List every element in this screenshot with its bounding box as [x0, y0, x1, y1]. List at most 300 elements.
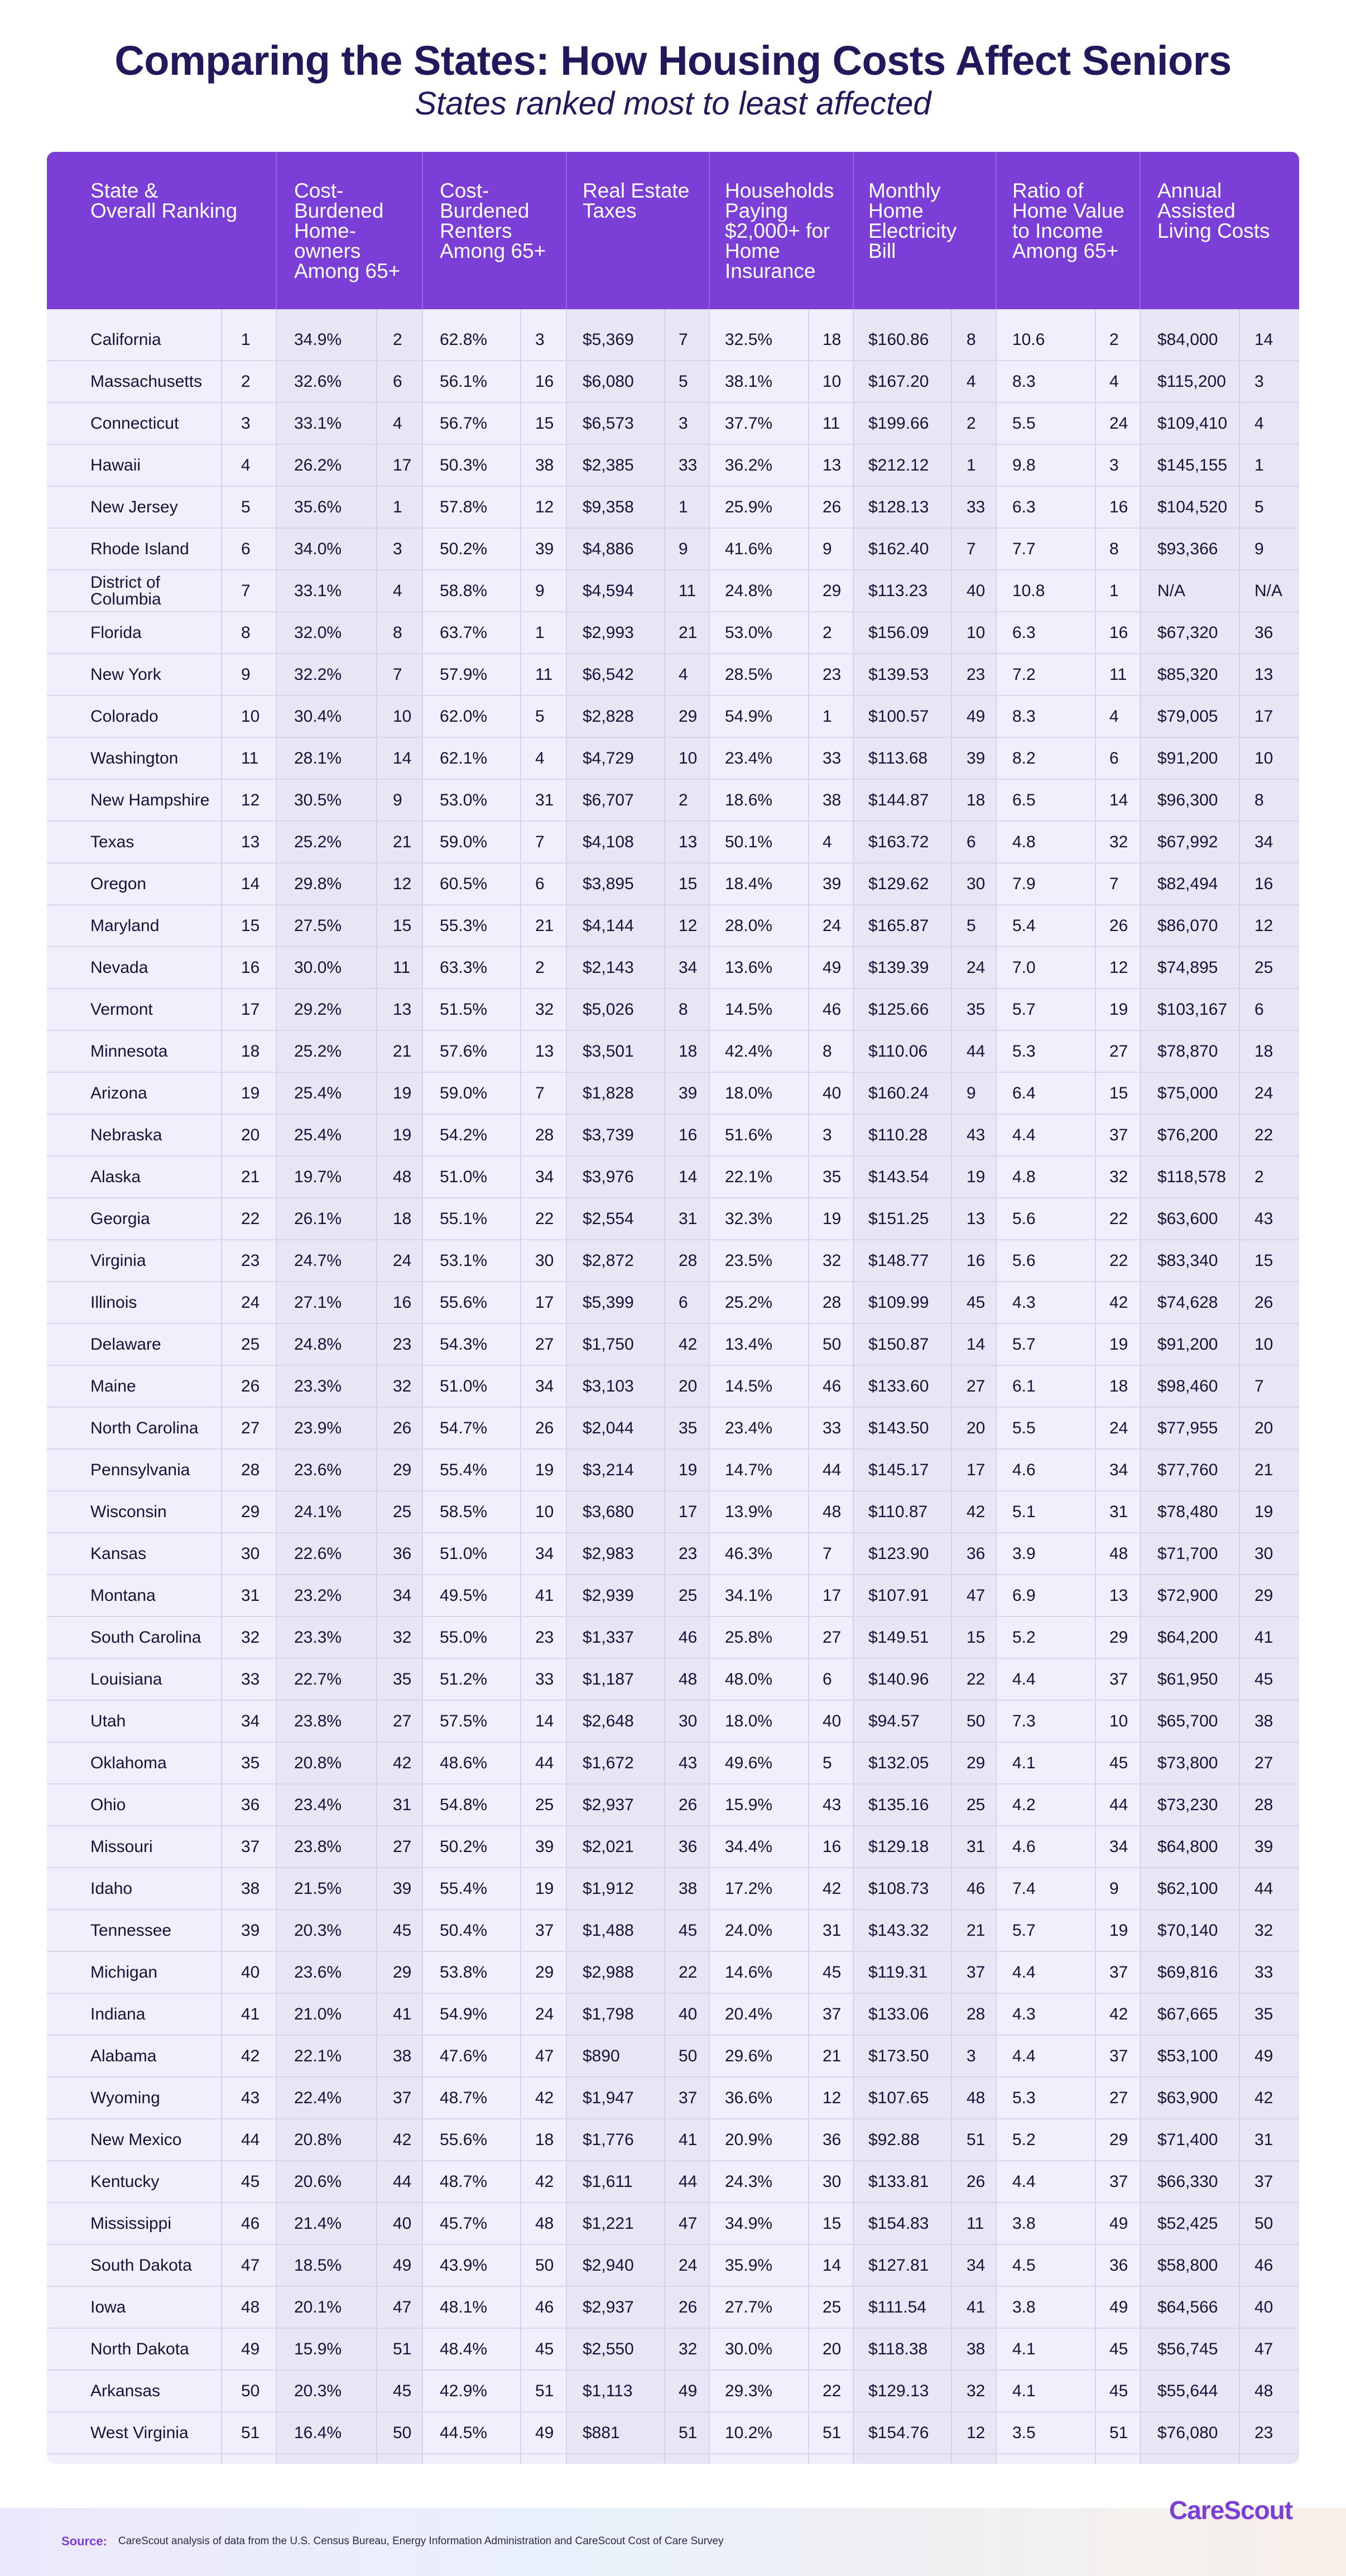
electricity-value: $110.28	[868, 1125, 928, 1144]
assisted-living-value: $96,300	[1157, 790, 1218, 809]
electricity-rank: 8	[967, 330, 976, 349]
insurance-rank: 11	[823, 414, 840, 433]
ratio-value: 4.2	[1012, 1795, 1036, 1814]
ratio-rank: 16	[1109, 497, 1128, 516]
electricity-rank: 10	[967, 623, 986, 642]
assisted-living-rank: 25	[1254, 958, 1273, 977]
taxes-rank: 10	[679, 749, 698, 767]
overall-rank: 51	[241, 2423, 260, 2442]
renters-rank: 14	[535, 1711, 554, 1730]
homeowners-rank: 32	[393, 1376, 412, 1395]
renters-rank: 7	[535, 1083, 545, 1102]
table-body	[47, 319, 1299, 2454]
header-state: State & Overall Ranking	[90, 179, 238, 222]
ratio-rank: 34	[1109, 1460, 1128, 1479]
ratio-value: 5.3	[1012, 1042, 1036, 1061]
assisted-living-value: $63,900	[1157, 2088, 1218, 2107]
state-name: Connecticut	[90, 414, 179, 433]
taxes-value: $6,080	[583, 372, 634, 391]
assisted-living-rank: 4	[1254, 414, 1264, 433]
assisted-living-rank: 2	[1254, 1167, 1264, 1186]
assisted-living-rank: 41	[1254, 1628, 1273, 1647]
ratio-value: 5.2	[1012, 2130, 1036, 2149]
insurance-rank: 27	[823, 1628, 842, 1647]
assisted-living-value: $103,167	[1157, 1000, 1228, 1019]
assisted-living-value: $55,644	[1157, 2381, 1218, 2400]
taxes-value: $3,103	[583, 1376, 634, 1395]
insurance-rank: 37	[823, 2004, 842, 2023]
table-row	[47, 1324, 1299, 1366]
homeowners-rank: 26	[393, 1418, 412, 1437]
electricity-rank: 47	[967, 1586, 986, 1605]
insurance-rank: 50	[823, 1335, 842, 1354]
insurance-value: 54.9%	[725, 707, 773, 726]
renters-rank: 34	[535, 1376, 554, 1395]
insurance-value: 13.9%	[725, 1502, 773, 1521]
electricity-rank: 1	[967, 455, 976, 474]
state-name: Maryland	[90, 916, 160, 935]
table-row	[47, 319, 1299, 361]
renters-rank: 38	[535, 455, 554, 474]
ratio-value: 6.9	[1012, 1586, 1036, 1605]
assisted-living-rank: 21	[1254, 1460, 1273, 1479]
ratio-rank: 45	[1109, 2339, 1128, 2358]
state-name: Arizona	[90, 1083, 147, 1102]
ratio-value: 7.4	[1012, 1879, 1036, 1898]
homeowners-rank: 27	[393, 1837, 412, 1856]
assisted-living-rank: 50	[1254, 2214, 1273, 2233]
table-row	[47, 1240, 1299, 1282]
electricity-rank: 43	[967, 1125, 986, 1144]
renters-value: 42.9%	[440, 2381, 488, 2400]
insurance-rank: 3	[823, 1125, 832, 1144]
assisted-living-value: $115,200	[1157, 372, 1226, 391]
insurance-rank: 42	[823, 1879, 842, 1898]
electricity-rank: 40	[967, 581, 986, 600]
overall-rank: 30	[241, 1544, 260, 1563]
insurance-value: 34.1%	[725, 1586, 773, 1605]
renters-value: 55.3%	[440, 916, 488, 935]
assisted-living-value: $72,900	[1157, 1586, 1218, 1605]
homeowners-value: 27.1%	[294, 1293, 342, 1312]
ratio-value: 3.5	[1012, 2423, 1036, 2442]
renters-rank: 39	[535, 539, 554, 558]
assisted-living-rank: 46	[1254, 2256, 1273, 2275]
taxes-rank: 24	[679, 2256, 698, 2275]
assisted-living-rank: 3	[1254, 372, 1264, 391]
state-name: Idaho	[90, 1879, 133, 1898]
overall-rank: 2	[241, 372, 251, 391]
electricity-value: $162.40	[868, 539, 929, 558]
taxes-value: $1,672	[583, 1753, 634, 1772]
overall-rank: 8	[241, 623, 251, 642]
ratio-value: 4.8	[1012, 832, 1036, 851]
insurance-value: 32.3%	[725, 1209, 773, 1228]
taxes-value: $2,385	[583, 455, 634, 474]
ratio-value: 5.5	[1012, 414, 1036, 433]
taxes-rank: 13	[679, 832, 698, 851]
insurance-rank: 24	[823, 916, 842, 935]
source-label: Source:	[61, 2534, 107, 2548]
insurance-value: 17.2%	[725, 1879, 773, 1898]
renters-value: 50.2%	[440, 539, 488, 558]
ratio-value: 5.4	[1012, 916, 1036, 935]
taxes-rank: 45	[679, 1921, 698, 1940]
ratio-rank: 16	[1109, 623, 1128, 642]
ratio-value: 5.7	[1012, 1000, 1036, 1019]
insurance-rank: 15	[823, 2214, 842, 2233]
homeowners-value: 20.1%	[294, 2297, 342, 2316]
table-row	[47, 2161, 1299, 2203]
assisted-living-rank: 16	[1254, 874, 1273, 893]
taxes-value: $2,554	[583, 1209, 634, 1228]
table-row	[47, 1826, 1299, 1868]
ratio-rank: 42	[1109, 2004, 1128, 2023]
overall-rank: 48	[241, 2297, 260, 2316]
electricity-rank: 29	[967, 1753, 986, 1772]
ratio-rank: 42	[1109, 1293, 1128, 1312]
taxes-rank: 18	[679, 1042, 698, 1061]
state-name: Tennessee	[90, 1921, 172, 1940]
state-name: Delaware	[90, 1335, 161, 1354]
homeowners-rank: 14	[393, 749, 412, 767]
electricity-rank: 14	[967, 1335, 986, 1354]
overall-rank: 41	[241, 2004, 260, 2023]
taxes-rank: 1	[679, 497, 688, 516]
ratio-value: 5.6	[1012, 1209, 1036, 1228]
overall-rank: 22	[241, 1209, 260, 1228]
homeowners-rank: 19	[393, 1125, 412, 1144]
renters-value: 48.4%	[440, 2339, 488, 2358]
homeowners-rank: 45	[393, 2381, 412, 2400]
table-row	[47, 1282, 1299, 1324]
taxes-rank: 23	[679, 1544, 698, 1563]
ratio-value: 7.3	[1012, 1711, 1036, 1730]
state-name: Alabama	[90, 2046, 157, 2065]
state-name: Indiana	[90, 2004, 146, 2023]
homeowners-value: 22.6%	[294, 1544, 342, 1563]
renters-rank: 39	[535, 1837, 554, 1856]
state-name: Colorado	[90, 707, 158, 726]
homeowners-rank: 4	[393, 414, 402, 433]
taxes-rank: 36	[679, 1837, 698, 1856]
taxes-rank: 33	[679, 455, 698, 474]
electricity-rank: 12	[967, 2423, 986, 2442]
electricity-rank: 18	[967, 790, 986, 809]
ratio-value: 8.3	[1012, 372, 1036, 391]
electricity-value: $145.17	[868, 1460, 929, 1479]
state-name: Ohio	[90, 1795, 126, 1814]
taxes-rank: 22	[679, 1963, 698, 1982]
ratio-value: 4.4	[1012, 1125, 1036, 1144]
assisted-living-rank: 49	[1254, 2046, 1273, 2065]
assisted-living-rank: 7	[1254, 1376, 1264, 1395]
renters-value: 48.7%	[440, 2088, 488, 2107]
overall-rank: 27	[241, 1418, 260, 1437]
ratio-value: 3.8	[1012, 2214, 1036, 2233]
overall-rank: 33	[241, 1670, 260, 1688]
renters-rank: 42	[535, 2088, 554, 2107]
overall-rank: 34	[241, 1711, 260, 1730]
homeowners-rank: 15	[393, 916, 412, 935]
insurance-rank: 29	[823, 581, 842, 600]
state-name: Nebraska	[90, 1125, 162, 1144]
assisted-living-rank: 13	[1254, 665, 1273, 684]
page-subtitle: States ranked most to least affected	[415, 85, 931, 122]
ratio-rank: 19	[1109, 1921, 1128, 1940]
overall-rank: 37	[241, 1837, 260, 1856]
taxes-value: $1,947	[583, 2088, 634, 2107]
electricity-rank: 31	[967, 1837, 986, 1856]
homeowners-rank: 29	[393, 1460, 412, 1479]
insurance-rank: 36	[823, 2130, 842, 2149]
assisted-living-value: $78,480	[1157, 1502, 1218, 1521]
electricity-value: $148.77	[868, 1251, 929, 1270]
ratio-value: 4.3	[1012, 1293, 1036, 1312]
insurance-rank: 12	[823, 2088, 842, 2107]
ratio-rank: 27	[1109, 1042, 1128, 1061]
taxes-value: $4,108	[583, 832, 634, 851]
overall-rank: 40	[241, 1963, 260, 1982]
homeowners-value: 21.0%	[294, 2004, 342, 2023]
taxes-value: $2,828	[583, 707, 634, 726]
overall-rank: 24	[241, 1293, 260, 1312]
assisted-living-value: $70,140	[1157, 1921, 1218, 1940]
state-name: Mississippi	[90, 2214, 172, 2233]
homeowners-value: 15.9%	[294, 2339, 342, 2358]
electricity-value: $132.05	[868, 1753, 929, 1772]
taxes-rank: 30	[679, 1711, 698, 1730]
table-row	[47, 822, 1299, 864]
state-name: Kansas	[90, 1544, 147, 1563]
insurance-rank: 51	[823, 2423, 842, 2442]
taxes-value: $1,488	[583, 1921, 634, 1940]
taxes-value: $1,221	[583, 2214, 634, 2233]
renters-rank: 21	[535, 916, 554, 935]
state-name: North Dakota	[90, 2339, 189, 2358]
insurance-rank: 33	[823, 1418, 842, 1437]
renters-value: 56.1%	[440, 372, 488, 391]
assisted-living-rank: 36	[1254, 623, 1273, 642]
homeowners-value: 21.4%	[294, 2214, 342, 2233]
ratio-rank: 19	[1109, 1000, 1128, 1019]
table-row	[47, 1910, 1299, 1952]
electricity-rank: 22	[967, 1670, 986, 1688]
insurance-value: 35.9%	[725, 2256, 773, 2275]
ranking-table	[47, 152, 1299, 2464]
insurance-rank: 20	[823, 2339, 842, 2358]
ratio-rank: 44	[1109, 1795, 1128, 1814]
insurance-value: 25.9%	[725, 497, 773, 516]
homeowners-value: 23.6%	[294, 1460, 342, 1479]
ratio-rank: 37	[1109, 1125, 1128, 1144]
homeowners-rank: 2	[393, 330, 402, 349]
overall-rank: 4	[241, 455, 251, 474]
insurance-rank: 35	[823, 1167, 842, 1186]
renters-value: 55.4%	[440, 1879, 488, 1898]
electricity-rank: 7	[967, 539, 976, 558]
insurance-rank: 25	[823, 2297, 842, 2316]
ratio-rank: 36	[1109, 2256, 1128, 2275]
electricity-value: $113.23	[868, 581, 928, 600]
ratio-value: 4.4	[1012, 1670, 1036, 1688]
taxes-rank: 9	[679, 539, 688, 558]
taxes-value: $3,976	[583, 1167, 634, 1186]
insurance-value: 24.3%	[725, 2172, 773, 2191]
electricity-rank: 28	[967, 2004, 986, 2023]
insurance-rank: 43	[823, 1795, 842, 1814]
ratio-rank: 34	[1109, 1837, 1128, 1856]
ratio-value: 6.5	[1012, 790, 1036, 809]
renters-value: 55.1%	[440, 1209, 488, 1228]
taxes-value: $1,337	[583, 1628, 634, 1647]
renters-value: 59.0%	[440, 832, 488, 851]
homeowners-rank: 21	[393, 832, 412, 851]
taxes-value: $1,750	[583, 1335, 634, 1354]
taxes-rank: 46	[679, 1628, 698, 1647]
assisted-living-value: $74,628	[1157, 1293, 1218, 1312]
homeowners-value: 23.4%	[294, 1795, 342, 1814]
assisted-living-rank: N/A	[1254, 581, 1283, 600]
ratio-value: 4.8	[1012, 1167, 1036, 1186]
renters-value: 44.5%	[440, 2423, 488, 2442]
assisted-living-value: $91,200	[1157, 1335, 1218, 1354]
electricity-value: $163.72	[868, 832, 929, 851]
table-row	[47, 905, 1299, 947]
table-row	[47, 1073, 1299, 1115]
insurance-rank: 32	[823, 1251, 842, 1270]
state-name: Minnesota	[90, 1042, 168, 1061]
insurance-rank: 46	[823, 1000, 842, 1019]
electricity-rank: 27	[967, 1376, 986, 1395]
insurance-value: 22.1%	[725, 1167, 773, 1186]
renters-rank: 28	[535, 1125, 554, 1144]
homeowners-rank: 23	[393, 1335, 412, 1354]
homeowners-rank: 37	[393, 2088, 412, 2107]
insurance-value: 24.8%	[725, 581, 773, 600]
assisted-living-rank: 12	[1254, 916, 1273, 935]
electricity-value: $94.57	[868, 1711, 920, 1730]
overall-rank: 23	[241, 1251, 260, 1270]
electricity-rank: 41	[967, 2297, 986, 2316]
renters-value: 54.9%	[440, 2004, 488, 2023]
overall-rank: 15	[241, 916, 260, 935]
header-cost-burdened-renters: Cost- Burdened Renters Among 65+	[440, 179, 546, 262]
renters-rank: 31	[535, 790, 554, 809]
assisted-living-value: $76,200	[1157, 1125, 1218, 1144]
table-row	[47, 1408, 1299, 1450]
assisted-living-value: $93,366	[1157, 539, 1218, 558]
ratio-rank: 11	[1109, 665, 1127, 684]
homeowners-value: 33.1%	[294, 414, 342, 433]
homeowners-rank: 4	[393, 581, 402, 600]
insurance-rank: 19	[823, 1209, 842, 1228]
electricity-rank: 20	[967, 1418, 986, 1437]
state-name: Vermont	[90, 1000, 153, 1019]
taxes-value: $2,940	[583, 2256, 634, 2275]
assisted-living-rank: 9	[1254, 539, 1264, 558]
homeowners-rank: 32	[393, 1628, 412, 1647]
header-divider	[853, 152, 854, 309]
renters-value: 62.0%	[440, 707, 488, 726]
taxes-rank: 26	[679, 2297, 698, 2316]
renters-rank: 47	[535, 2046, 554, 2065]
assisted-living-rank: 28	[1254, 1795, 1273, 1814]
state-name: Nevada	[90, 958, 148, 977]
electricity-value: $133.06	[868, 2004, 929, 2023]
electricity-value: $125.66	[868, 1000, 929, 1019]
renters-value: 55.0%	[440, 1628, 488, 1647]
insurance-rank: 9	[823, 539, 832, 558]
ratio-value: 8.2	[1012, 749, 1036, 767]
assisted-living-rank: 40	[1254, 2297, 1273, 2316]
homeowners-value: 32.2%	[294, 665, 342, 684]
taxes-value: $5,399	[583, 1293, 634, 1312]
ratio-rank: 45	[1109, 2381, 1128, 2400]
assisted-living-value: N/A	[1157, 581, 1186, 600]
taxes-rank: 31	[679, 1209, 698, 1228]
ratio-value: 9.8	[1012, 455, 1036, 474]
state-name: Rhode Island	[90, 539, 189, 558]
ratio-value: 3.8	[1012, 2297, 1036, 2316]
insurance-value: 41.6%	[725, 539, 773, 558]
electricity-value: $135.16	[868, 1795, 929, 1814]
homeowners-value: 19.7%	[294, 1167, 342, 1186]
renters-value: 50.3%	[440, 455, 488, 474]
table-row	[47, 1785, 1299, 1826]
insurance-value: 36.2%	[725, 455, 773, 474]
assisted-living-value: $64,800	[1157, 1837, 1218, 1856]
taxes-rank: 19	[679, 1460, 698, 1479]
renters-value: 57.9%	[440, 665, 488, 684]
electricity-value: $110.87	[868, 1502, 928, 1521]
taxes-value: $9,358	[583, 497, 634, 516]
homeowners-rank: 31	[393, 1795, 412, 1814]
homeowners-value: 35.6%	[294, 497, 342, 516]
assisted-living-value: $58,800	[1157, 2256, 1218, 2275]
table-row	[47, 1952, 1299, 1994]
assisted-living-rank: 29	[1254, 1586, 1273, 1605]
overall-rank: 16	[241, 958, 260, 977]
state-name: Massachusetts	[90, 372, 203, 391]
header-divider	[276, 152, 277, 309]
assisted-living-value: $109,410	[1157, 414, 1228, 433]
assisted-living-rank: 10	[1254, 749, 1273, 767]
assisted-living-rank: 22	[1254, 1125, 1273, 1144]
table-row	[47, 738, 1299, 780]
assisted-living-rank: 5	[1254, 497, 1264, 516]
ratio-value: 5.1	[1012, 1502, 1036, 1521]
ratio-value: 7.7	[1012, 539, 1036, 558]
insurance-value: 14.5%	[725, 1000, 773, 1019]
state-name: Utah	[90, 1711, 126, 1730]
taxes-value: $3,501	[583, 1042, 634, 1061]
renters-value: 51.5%	[440, 1000, 488, 1019]
assisted-living-rank: 33	[1254, 1963, 1273, 1982]
insurance-value: 25.8%	[725, 1628, 773, 1647]
taxes-value: $5,026	[583, 1000, 634, 1019]
state-name: District of Columbia	[90, 573, 161, 608]
table-row	[47, 529, 1299, 570]
electricity-rank: 19	[967, 1167, 986, 1186]
homeowners-value: 21.5%	[294, 1879, 342, 1898]
taxes-rank: 41	[679, 2130, 698, 2149]
ratio-rank: 7	[1109, 874, 1119, 893]
renters-value: 54.7%	[440, 1418, 488, 1437]
assisted-living-value: $83,340	[1157, 1251, 1218, 1270]
taxes-value: $2,648	[583, 1711, 634, 1730]
homeowners-value: 32.6%	[294, 372, 342, 391]
